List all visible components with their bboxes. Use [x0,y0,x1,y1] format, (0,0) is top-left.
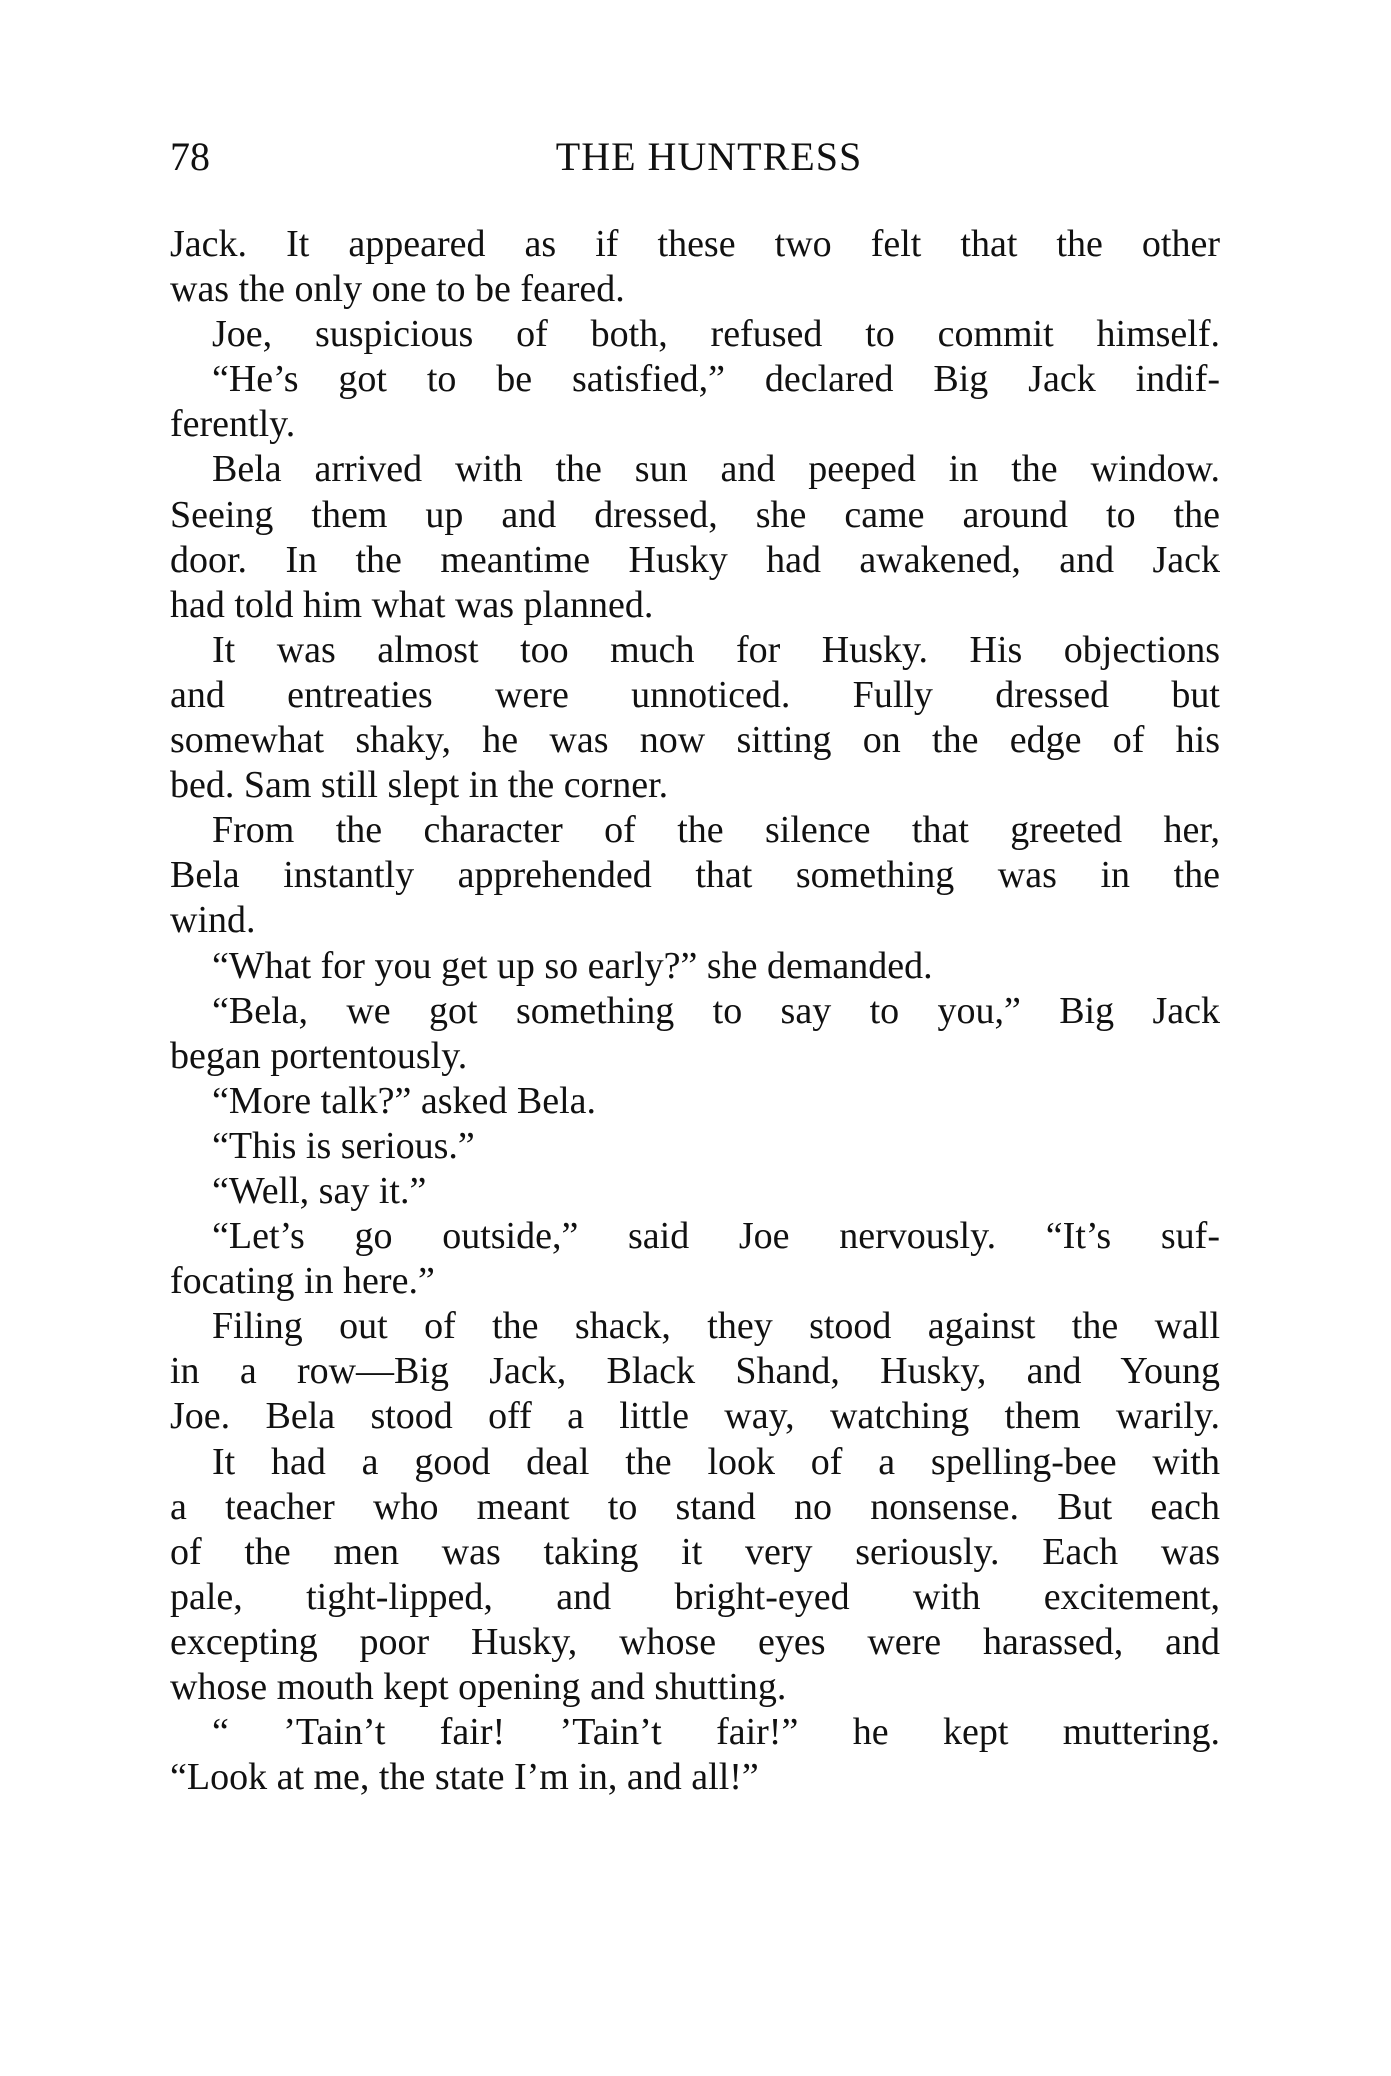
text-line: Joe, suspicious of both, refused to commit himself. [212,313,1220,356]
text-line: “He’s got to be satisfied,” declared Big Jack indif- [212,358,1220,401]
text-line: and entreaties were unnoticed. Fully dressed but [170,673,1220,716]
text-line: pale, tight-lipped, and bright-eyed with excitement, [170,1575,1220,1618]
text-line: somewhat shaky, he was now sitting on the edge of his [170,719,1220,762]
page-number: 78 [170,134,210,179]
text-line: Filing out of the shack, they stood against the wall [212,1305,1220,1348]
text-line: was the only one to be feared. [170,268,625,311]
text-line: “This is serious.” [212,1124,475,1167]
running-head: THE HUNTRESS [555,134,863,179]
text-line: Seeing them up and dressed, she came around to the [170,493,1220,536]
text-line: From the character of the silence that greeted her, [212,809,1220,852]
text-line: bed. Sam still slept in the corner. [170,764,669,807]
text-line: whose mouth kept opening and shutting. [170,1666,787,1708]
text-line: ferently. [170,403,296,446]
page-header [170,132,1220,182]
text-line: excepting poor Husky, whose eyes were harassed, and [170,1620,1220,1663]
text-line: Bela arrived with the sun and peeped in the window. [212,448,1220,491]
text-line: It was almost too much for Husky. His objections [212,628,1220,671]
text-line: “What for you get up so early?” she demanded. [212,944,933,987]
text-line: wind. [170,899,256,942]
text-line: Jack. It appeared as if these two felt that the other [170,223,1220,265]
text-line: Joe. Bela stood off a little way, watching them warily. [170,1395,1220,1438]
text-line: “Let’s go outside,” said Joe nervously. “It’s suf- [212,1215,1220,1258]
text-line: focating in here.” [170,1260,435,1303]
text-line: “More talk?” asked Bela. [212,1079,597,1122]
text-line: door. In the meantime Husky had awakened, and Jack [170,538,1220,581]
text-line: “Well, say it.” [212,1169,427,1212]
body-text [170,222,1220,1800]
text-line: began portentously. [170,1034,468,1077]
text-line: “ ’Tain’t fair! ’Tain’t fair!” he kept muttering. [212,1711,1220,1754]
text-line: “Bela, we got something to say to you,” Big Jack [212,989,1220,1032]
text-line: “Look at me, the state I’m in, and all!” [170,1756,759,1799]
text-line: It had a good deal the look of a spelling-bee with [212,1440,1220,1483]
text-line: a teacher who meant to stand no nonsense. But each [170,1485,1220,1528]
text-line: had told him what was planned. [170,583,654,626]
text-line: of the men was taking it very seriously. Each was [170,1530,1220,1573]
text-line: in a row—Big Jack, Black Shand, Husky, and Young [170,1350,1220,1393]
text-line: Bela instantly apprehended that something was in the [170,854,1220,897]
